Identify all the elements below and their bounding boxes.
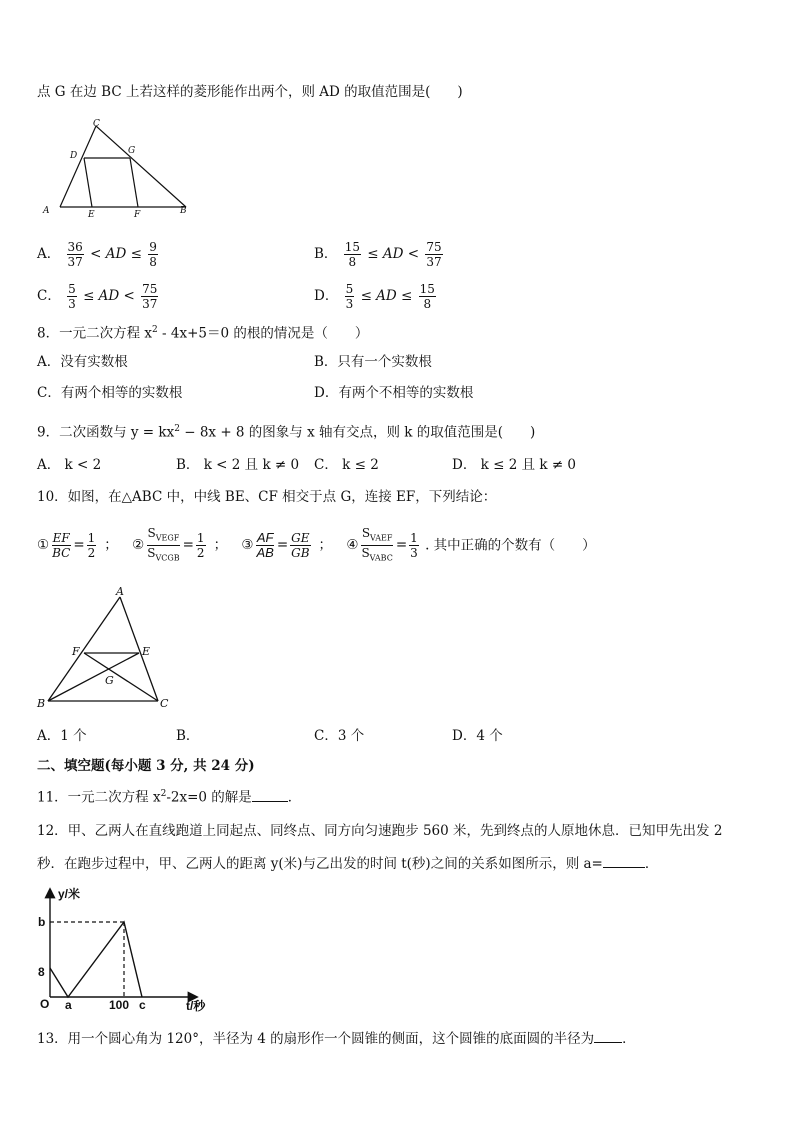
label-b: B (180, 206, 187, 216)
q7-option-d[interactable]: D． $\frac{5}{3}$ ≤ AD ≤ $\frac{15}{8}$ (314, 282, 435, 311)
q10-tail: . 其中正确的个数有（ ） (425, 537, 596, 554)
label-c: C (160, 697, 169, 710)
label-g: G (128, 146, 136, 156)
conclusion-2: ② $\frac{S_{VEGF}}{S_{VCGB}}$ = $\frac{1}{2}$ ； (132, 526, 228, 563)
x-axis-label: t/秒 (186, 999, 206, 1013)
q9-option-b[interactable]: B． k < 2 且 k ≠ 0 (176, 457, 300, 473)
q12-answer-blank[interactable] (603, 853, 645, 868)
q12-graph (30, 882, 220, 1014)
tick-b: b (38, 915, 46, 929)
q7-figure (38, 112, 198, 222)
tick-c: c (139, 998, 146, 1012)
label-a: A (43, 206, 50, 216)
q7-option-a[interactable]: A． $\frac{36}{37}$ < AD ≤ $\frac{9}{8}$ (37, 240, 157, 269)
q9-stem: 9．二次函数与 $y = kx^2 - 8x + 8$ 的图象与 x 轴有交点，则 k 的取值范围是( ) (37, 424, 536, 441)
segment-cb (96, 126, 186, 207)
q10-option-d[interactable]: D．4 个 (452, 728, 503, 744)
q9-option-c[interactable]: C． k ≤ 2 (314, 457, 379, 473)
label-b: B (37, 697, 46, 710)
label-e: E (88, 210, 95, 220)
conclusion-3: ③ $\frac{AF}{AB}$ = $\frac{GE}{GB}$ ； (241, 530, 333, 561)
q10-option-b[interactable]: B． (176, 728, 200, 744)
origin-label: O (40, 997, 50, 1011)
tick-a: a (65, 998, 72, 1012)
y-axis-label: y/米 (58, 887, 81, 901)
q7-option-c[interactable]: C． $\frac{5}{3}$ ≤ AD < $\frac{75}{37}$ (37, 282, 158, 311)
q7-option-b[interactable]: B． $\frac{15}{8}$ ≤ AD < $\frac{75}{37}$ (314, 240, 442, 269)
q12-line2: 秒．在跑步过程中，甲、乙两人的距离 y(米)与乙出发的时间 t(秒)之间的关系如图所示，则 a= ． (37, 853, 658, 874)
q10-conclusions (37, 526, 596, 566)
q10-figure (36, 583, 186, 715)
label-a: A (116, 585, 124, 598)
q11-answer-blank[interactable] (252, 787, 288, 802)
label-g: G (105, 674, 114, 687)
section-heading: 二、填空题(每小题 3 分, 共 24 分) (37, 758, 255, 774)
q10-stem: 10．如图，在△ABC 中，中线 BE、CF 相交于点 G，连接 EF，下列结论： (37, 489, 497, 505)
q13-answer-blank[interactable] (594, 1028, 622, 1043)
q8-option-a[interactable]: A．没有实数根 (37, 354, 128, 370)
segment-gf (130, 158, 138, 207)
segment-cf (84, 653, 158, 701)
q8-option-c[interactable]: C．有两个相等的实数根 (37, 385, 183, 401)
q13: 13．用一个圆心角为 120°，半径为 4 的扇形作一个圆锥的侧面，这个圆锥的底面圆的半径为 ． (37, 1028, 636, 1049)
label-d: D (70, 151, 78, 161)
q8-stem: 8．一元二次方程 $x^2 - 4x+5=0$ 的根的情况是（ ） (37, 325, 369, 342)
q9-option-d[interactable]: D． k ≤ 2 且 k ≠ 0 (452, 457, 577, 473)
q11: 11．一元二次方程 $x^2-2x=0$ 的解是 ． (37, 784, 301, 808)
q9-option-a[interactable]: A． k < 2 (37, 457, 102, 473)
q7-stem: 点 G 在边 BC 上若这样的菱形能作出两个，则 AD 的取值范围是( ) (37, 84, 463, 100)
q12-line1: 12．甲、乙两人在直线跑道上同起点、同终点、同方向匀速跑步 560 米，先到终点的人原地休息．已知甲先出发 2 (37, 823, 723, 839)
q10-option-a[interactable]: A．1 个 (37, 728, 87, 744)
tick-100: 100 (109, 998, 130, 1012)
q8-option-b[interactable]: B．只有一个实数根 (314, 354, 432, 370)
q8-option-d[interactable]: D．有两个不相等的实数根 (314, 385, 474, 401)
conclusion-1: ① $\frac{EF}{BC}$ = $\frac{1}{2}$ ； (37, 531, 118, 561)
distance-curve (50, 922, 142, 997)
q10-option-c[interactable]: C．3 个 (314, 728, 365, 744)
segment-ac (120, 597, 158, 701)
label-f: F (134, 210, 141, 220)
label-f: F (72, 645, 80, 658)
tick-8: 8 (38, 965, 45, 979)
conclusion-4: ④ $\frac{S_{VAEF}}{S_{VABC}}$ = $\frac{1}{3}$ (346, 526, 418, 563)
label-c: C (93, 119, 100, 129)
segment-de (84, 158, 92, 207)
segment-be (48, 653, 139, 701)
label-e: E (142, 645, 151, 658)
